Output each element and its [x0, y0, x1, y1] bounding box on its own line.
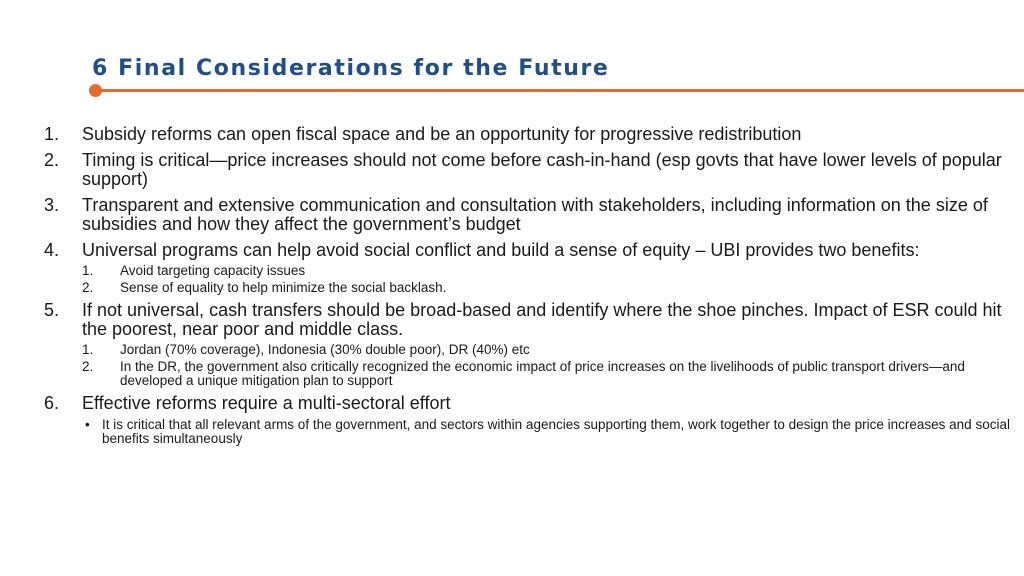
sub-list-item-number: 1. — [82, 342, 94, 357]
sub-list-item-number: 2. — [82, 280, 94, 295]
sub-list-item — [82, 281, 1019, 295]
sub-list-item-number: 2. — [82, 359, 94, 374]
bullet-sub-item — [82, 418, 1019, 446]
list-item-number: 5. — [44, 300, 60, 320]
sub-list-item — [82, 343, 1019, 357]
list-item-number: 1. — [44, 124, 60, 144]
list-item-1 — [44, 125, 1019, 144]
sub-list-item-number: 1. — [82, 263, 94, 278]
sub-list-item — [82, 264, 1019, 278]
list-item-number: 6. — [44, 393, 60, 413]
list-item-text: Universal programs can help avoid social conflict and build a sense of equity – UBI provides two benefits: — [82, 240, 920, 260]
list-item-text: Timing is critical—price increases should not come before cash-in-hand (esp govts that have lower levels of popular support) — [82, 150, 1002, 189]
list-item-number: 2. — [44, 150, 60, 170]
bullet-icon: • — [85, 417, 90, 432]
sub-list — [82, 264, 1019, 295]
list-item-6 — [44, 394, 1019, 446]
list-item-5 — [44, 301, 1019, 388]
list-item-4 — [44, 241, 1019, 295]
list-item-text: Subsidy reforms can open fiscal space and be an opportunity for progressive redistribution — [82, 124, 802, 144]
slide-title: 6 Final Considerations for the Future — [92, 56, 610, 81]
bullet-sub-item-text: It is critical that all relevant arms of the government, and sectors within agencies supporting them, work together to design the price increases and social benefits simultaneously — [102, 417, 1010, 446]
list-item-number: 3. — [44, 195, 60, 215]
list-item-number: 4. — [44, 240, 60, 260]
title-underline — [96, 89, 1024, 92]
sub-list-item-text: Sense of equality to help minimize the social backlash. — [120, 280, 447, 295]
considerations-list — [44, 125, 1019, 453]
list-item-3 — [44, 196, 1019, 234]
sub-list — [82, 343, 1019, 388]
sub-list-item — [82, 360, 1019, 388]
list-item-text: If not universal, cash transfers should be broad-based and identify where the shoe pinches. Impact of ESR could hit the poorest, near poor and middle class. — [82, 300, 1002, 339]
sub-list-item-text: In the DR, the government also critically recognized the economic impact of price increases on the livelihoods of public transport drivers—and developed a unique mitigation plan to support — [120, 359, 965, 388]
sub-list-item-text: Jordan (70% coverage), Indonesia (30% double poor), DR (40%) etc — [120, 342, 530, 357]
list-item-text: Effective reforms require a multi-sectoral effort — [82, 393, 451, 413]
list-item-text: Transparent and extensive communication and consultation with stakeholders, including information on the size of subsidies and how they affect the government’s budget — [82, 195, 988, 234]
list-item-2 — [44, 151, 1019, 189]
title-underline-dot — [89, 84, 102, 97]
sub-list-item-text: Avoid targeting capacity issues — [120, 263, 306, 278]
